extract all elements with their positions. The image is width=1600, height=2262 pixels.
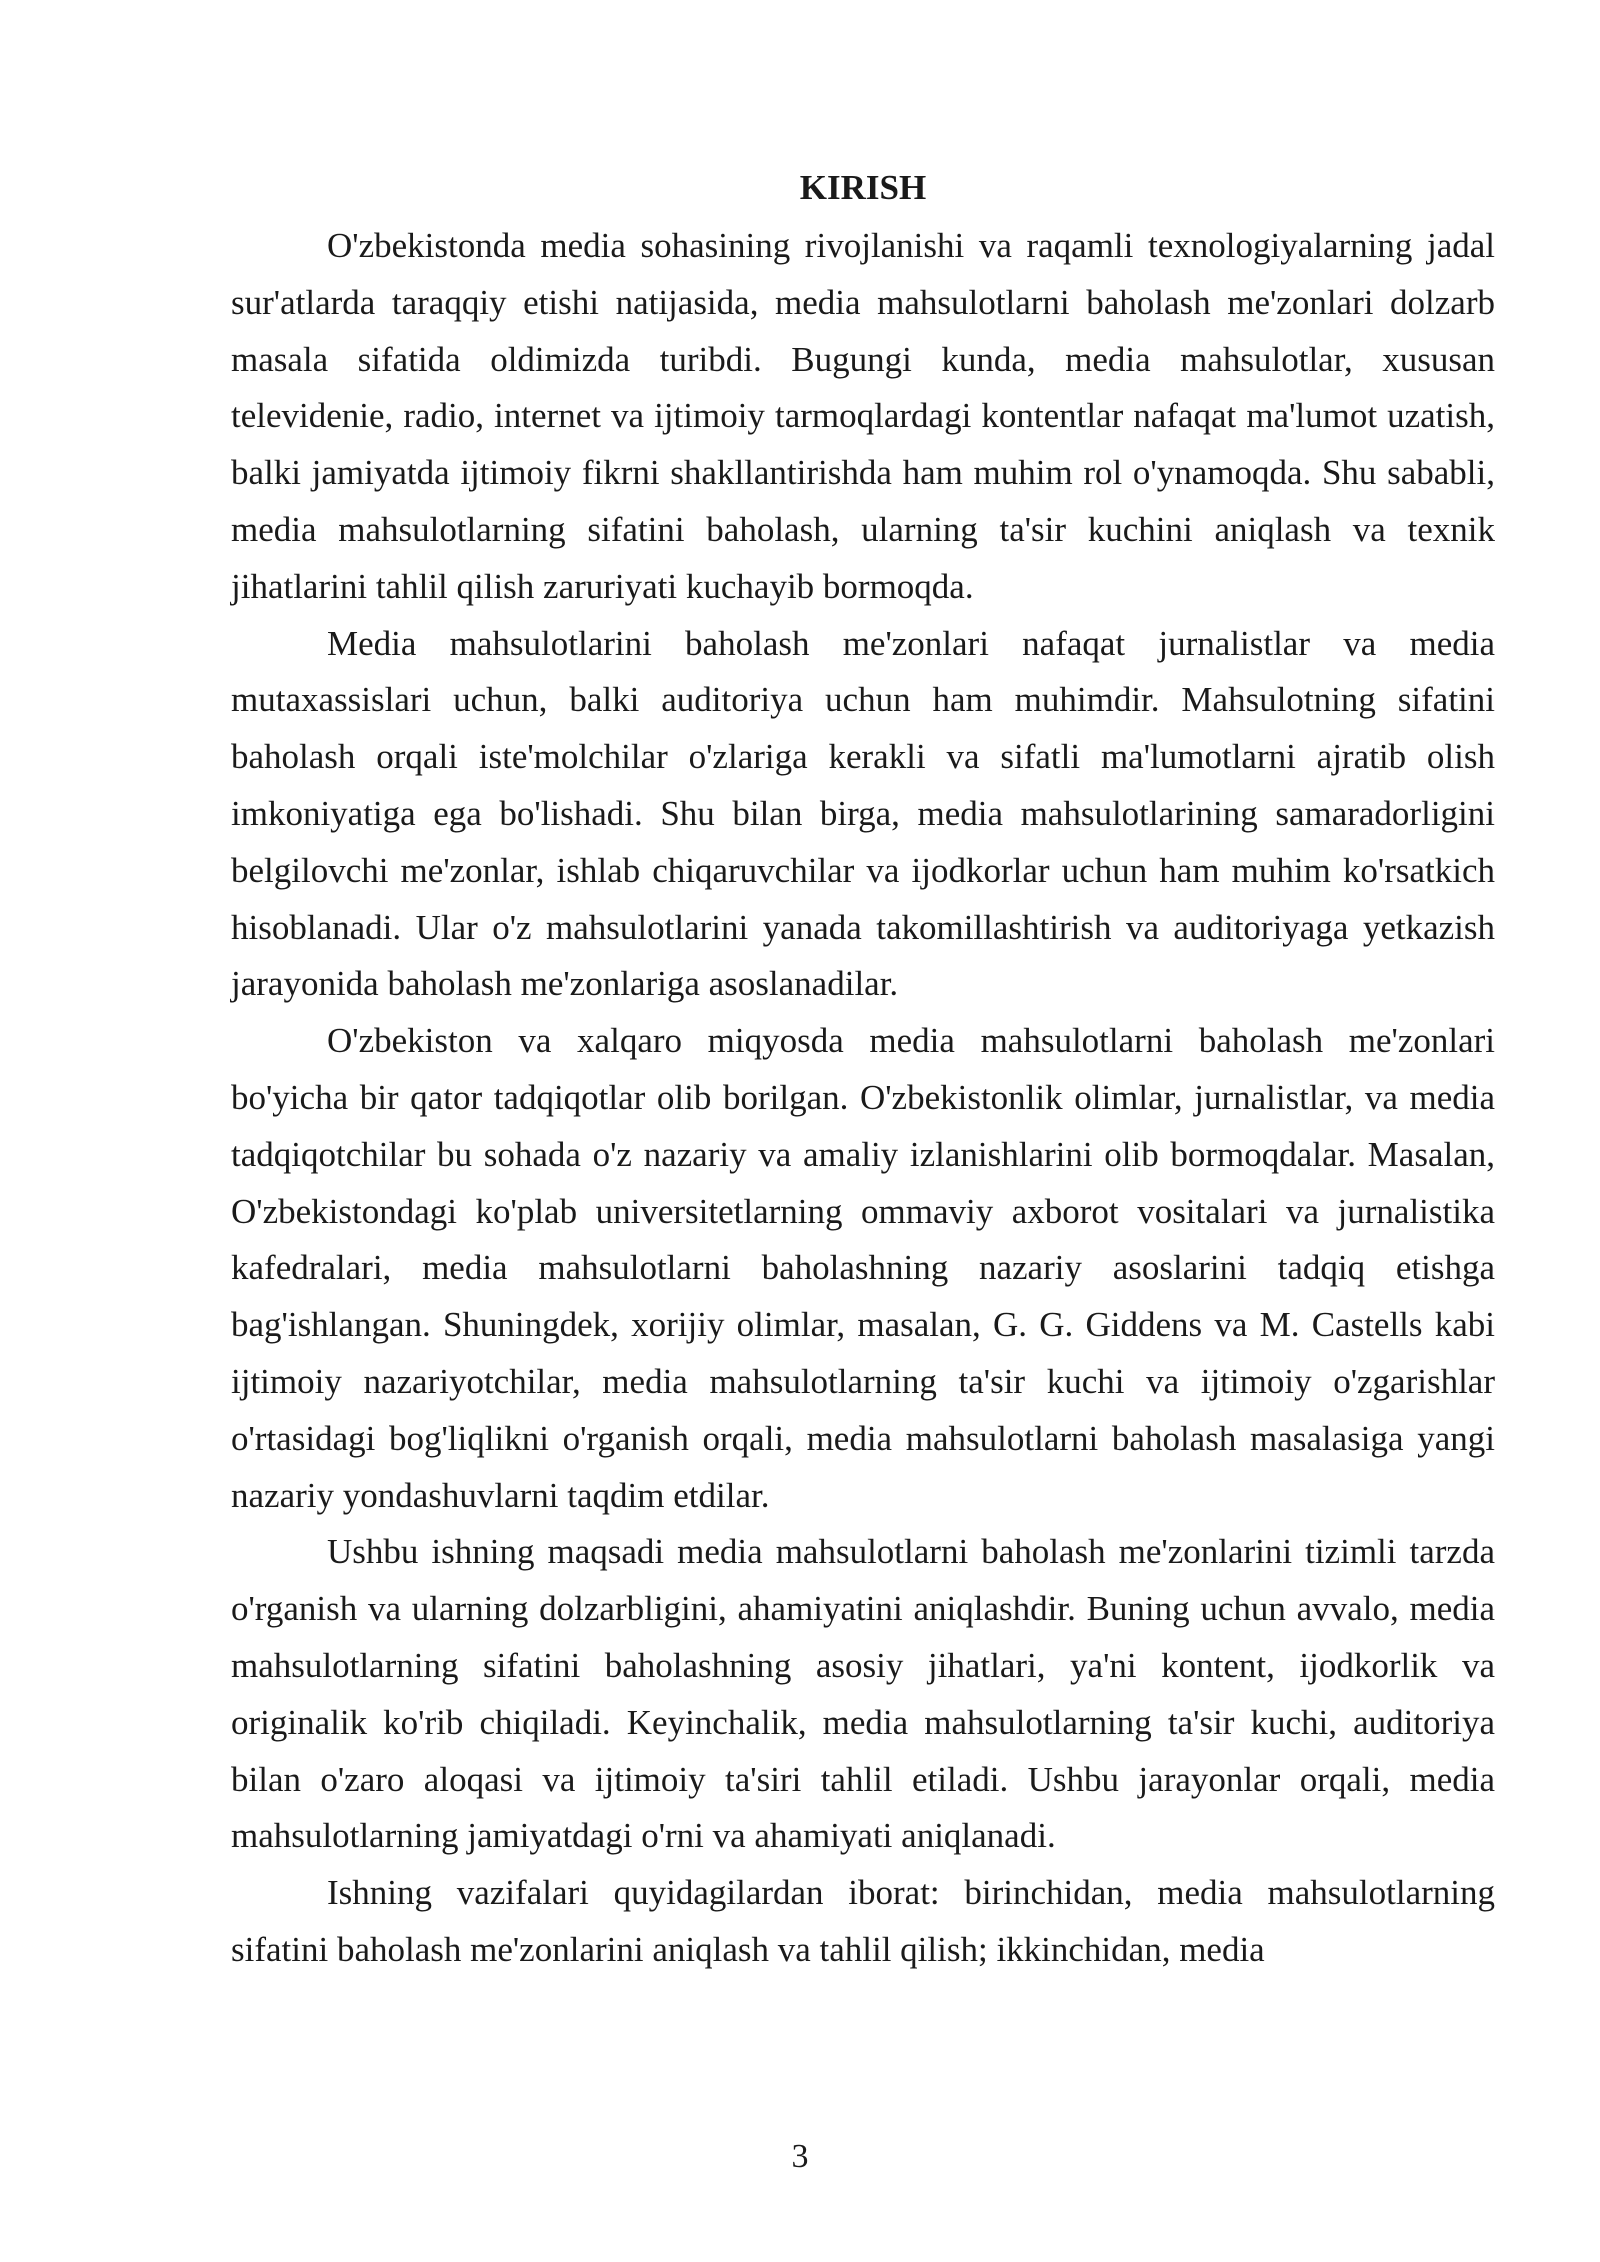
section-title: KIRISH [799, 168, 927, 207]
paragraph-goal: Ushbu ishning maqsadi media mahsulotlarni baholash me'zonlarini tizimli tarzda o'rganish va ularning dolzarbligini, ahamiyatini aniqlashdir. Buning uchun avvalo, media mahsulotlarning sifatini baholashning asosiy jihatlari, ya'ni kontent, ijodkorlik va originalik ko'rib chiqiladi. Keyinchalik, media mahsulotlarning ta'sir kuchi, auditoriya bilan o'zaro aloqasi va ijtimoiy ta'siri tahlil etiladi. Ushbu jarayonlar orqali, media mahsulotlarning jamiyatdagi o'rni va ahamiyati aniqlanadi. [231, 1532, 1495, 1856]
paragraph-criteria-importance: Media mahsulotlarini baholash me'zonlari nafaqat jurnalistlar va media mutaxassislari uchun, balki auditoriya uchun ham muhimdir. Mahsulotning sifatini baholash orqali iste'molchilar o'zlariga kerakli va sifatli ma'lumotlarni ajratib olish imkoniyatiga ega bo'lishadi. Shu bilan birga, media mahsulotlarining samaradorligini belgilovchi me'zonlar, ishlab chiqaruvchilar va ijodkorlar uchun ham muhim ko'rsatkich hisoblanadi. Ular o'z mahsulotlarini yanada takomillashtirish va auditoriyaga yetkazish jarayonida baholash me'zonlariga asoslanadilar. [231, 623, 1495, 1004]
page-content [231, 160, 1495, 1979]
paragraph-tasks: Ishning vazifalari quyidagilardan iborat: birinchidan, media mahsulotlarning sifatini baholash me'zonlarini aniqlash va tahlil qilish; ikkinchidan, media [231, 1873, 1495, 1969]
paragraph-intro: O'zbekistonda media sohasining rivojlanishi va raqamli texnologiyalarning jadal sur'atlarda taraqqiy etishi natijasida, media mahsulotlarni baholash me'zonlari dolzarb masala sifatida oldimizda turibdi. Bugungi kunda, media mahsulotlar, xususan televidenie, radio, internet va ijtimoiy tarmoqlardagi kontentlar nafaqat ma'lumot uzatish, balki jamiyatda ijtimoiy fikrni shakllantirishda ham muhim rol o'ynamoqda. Shu sababli, media mahsulotlarning sifatini baholash, ularning ta'sir kuchini aniqlash va texnik jihatlarini tahlil qilish zaruriyati kuchayib bormoqda. [231, 226, 1495, 606]
page-number: 3 [791, 2138, 809, 2175]
paragraph-research-overview: O'zbekiston va xalqaro miqyosda media mahsulotlarni baholash me'zonlari bo'yicha bir qator tadqiqotlar olib borilgan. O'zbekistonlik olimlar, jurnalistlar, va media tadqiqotchilar bu sohada o'z nazariy va amaliy izlanishlarini olib bormoqdalar. Masalan, O'zbekistondagi ko'plab universitetlarning ommaviy axborot vositalari va jurnalistika kafedralari, media mahsulotlarni baholashning nazariy asoslarini tadqiq etishga bag'ishlangan. Shuningdek, xorijiy olimlar, masalan, G. G. Giddens va M. Castells kabi ijtimoiy nazariyotchilar, media mahsulotlarning ta'sir kuchi va ijtimoiy o'zgarishlar o'rtasidagi bog'liqlikni o'rganish orqali, media mahsulotlarni baholash masalasiga yangi nazariy yondashuvlarni taqdim etdilar. [231, 1021, 1495, 1515]
